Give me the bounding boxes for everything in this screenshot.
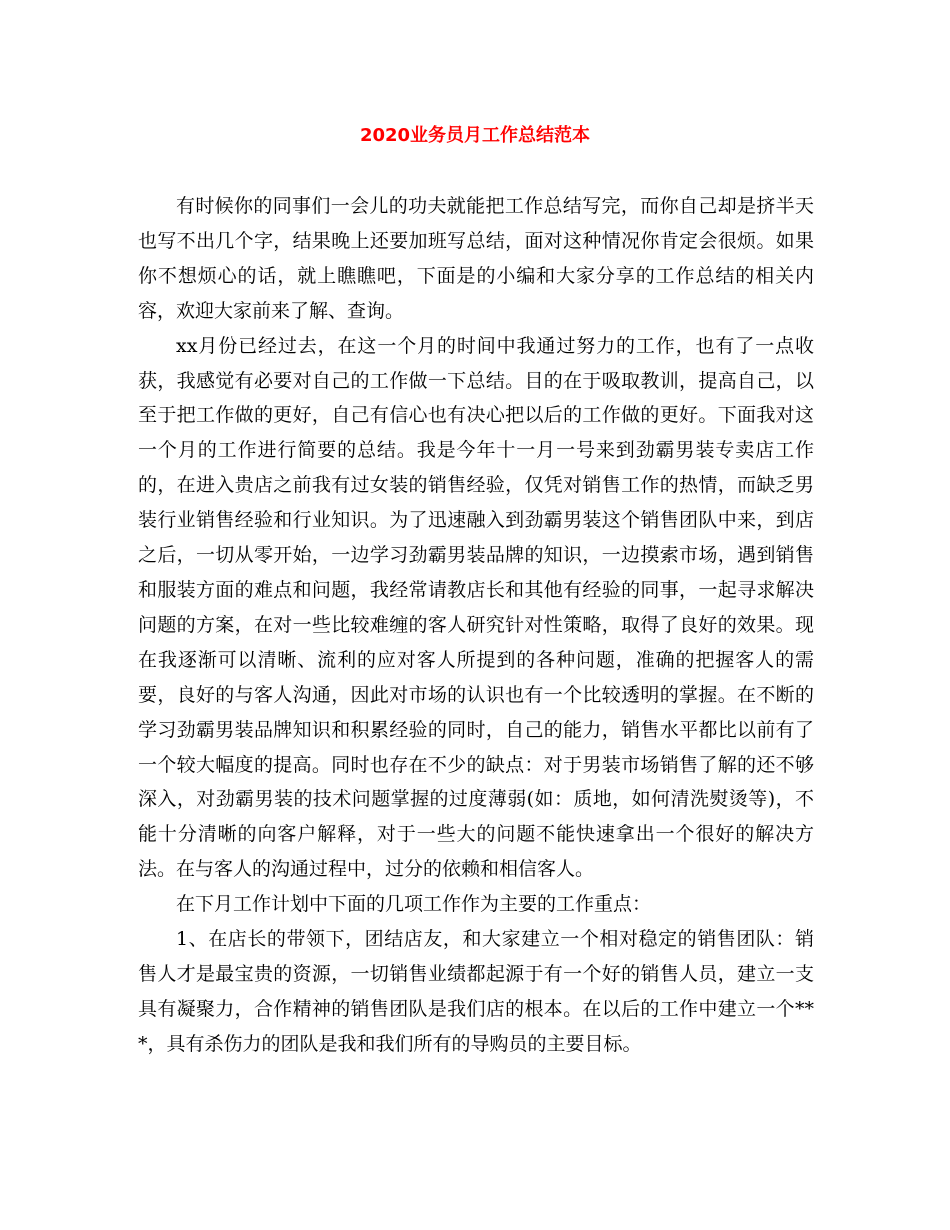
paragraph-plan-item-1: 1、在店长的带领下，团结店友，和大家建立一个相对稳定的销售团队：销售人才是最宝贵的资源，一切销售业绩都起源于有一个好的销售人员，建立一支具有凝聚力，合作精神的销售团队是我们店的根本。在以后的工作中建立一个***，具有杀伤力的团队是我和我们所有的导购员的主要目标。 — [138, 928, 814, 1055]
document-body — [138, 189, 814, 1062]
paragraph-plan-intro: 在下月工作计划中下面的几项工作作为主要的工作重点： — [176, 893, 652, 916]
paragraph-summary: xx月份已经过去，在这一个月的时间中我通过努力的工作，也有了一点收获，我感觉有必要对自己的工作做一下总结。目的在于吸取教训，提高自己，以至于把工作做的更好，自己有信心也有决心把以后的工作做的更好。下面我对这一个月的工作进行简要的总结。我是今年十一月一号来到劲霸男装专卖店工作的，在进入贵店之前我有过女装的销售经验，仅凭对销售工作的热情，而缺乏男装行业销售经验和行业知识。为了迅速融入到劲霸男装这个销售团队中来，到店之后，一切从零开始，一边学习劲霸男装品牌的知识，一边摸索市场，遇到销售和服装方面的难点和问题，我经常请教店长和其他有经验的同事，一起寻求解决问题的方案，在对一些比较难缠的客人研究针对性策略，取得了良好的效果。现在我逐渐可以清晰、流利的应对客人所提到的各种问题，准确的把握客人的需要，良好的与客人沟通，因此对市场的认识也有一个比较透明的掌握。在不断的学习劲霸男装品牌知识和积累经验的同时，自己的能力，销售水平都比以前有了一个较大幅度的提高。同时也存在不少的缺点：对于男装市场销售了解的还不够深入，对劲霸男装的技术问题掌握的过度薄弱(如：质地，如何清洗熨烫等)，不能十分清晰的向客户解释，对于一些大的问题不能快速拿出一个很好的解决方法。在与客人的沟通过程中，过分的依赖和相信客人。 — [138, 334, 814, 881]
document-title: 2020业务员月工作总结范本 — [359, 125, 591, 146]
paragraph-intro: 有时候你的同事们一会儿的功夫就能把工作总结写完，而你自己却是挤半天也写不出几个字，结果晚上还要加班写总结，面对这种情况你肯定会很烦。如果你不想烦心的话，就上瞧瞧吧，下面是的小编和大家分享的工作总结的相关内容，欢迎大家前来了解、查询。 — [138, 195, 814, 322]
